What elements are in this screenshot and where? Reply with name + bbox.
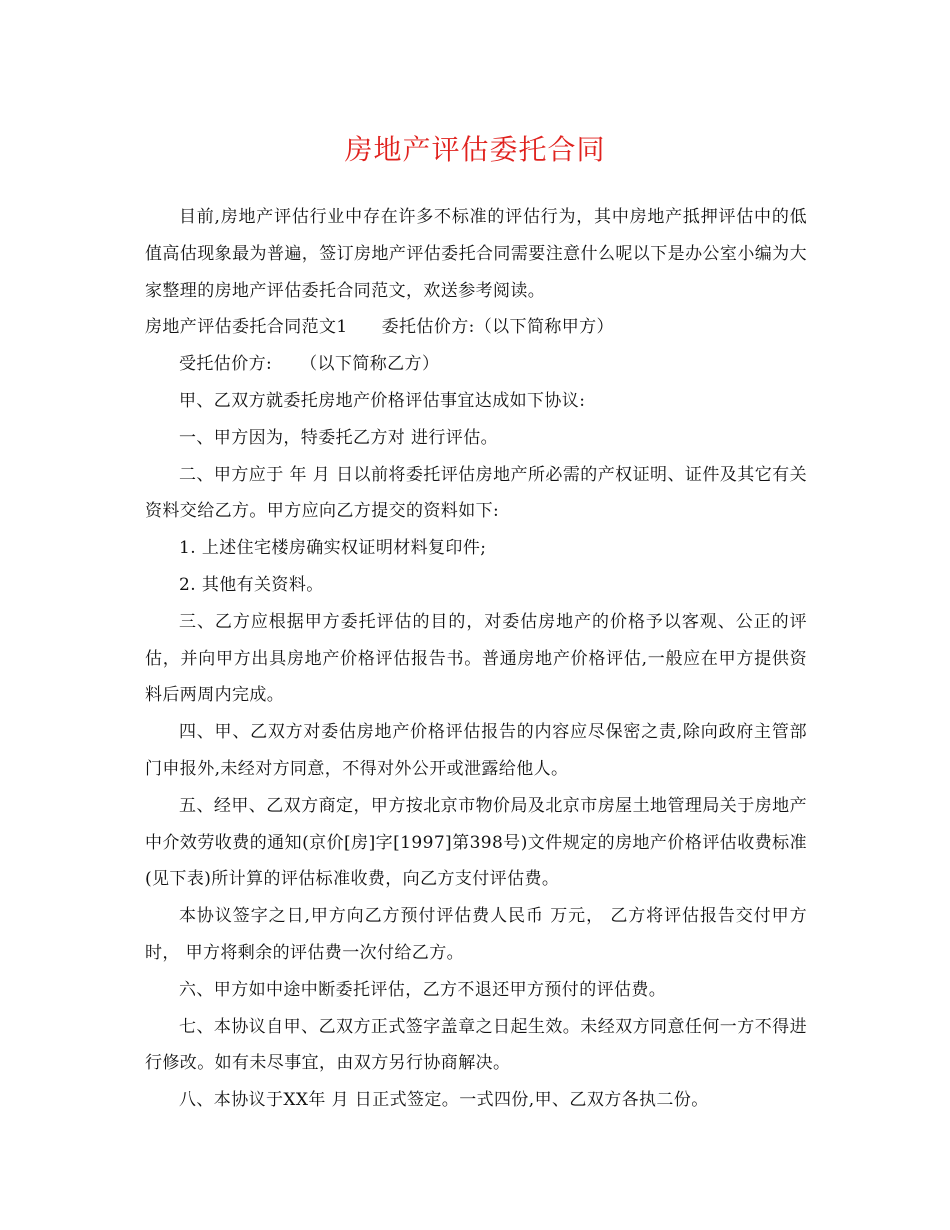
agreement-intro: 甲、乙双方就委托房地产价格评估事宜达成如下协议: [179,390,586,411]
clause-5: 五、经甲、乙双方商定，甲方按北京市物价局及北京市房屋土地管理局关于房地产中介效劳收费的通知(京价[房]字[1997]第398号)文件规定的房地产价格评估收费标准(见下表)所计算的评估标准收费，向乙方支付评估费。 [145,795,807,890]
party-b-note: （以下简称乙方） [300,354,440,375]
clause-2-item-1: 1. 上述住宅楼房确实权证明材料复印件; [179,538,487,559]
sample-heading-line [145,309,807,346]
clause-3: 三、乙方应根据甲方委托评估的目的，对委估房地产的价格予以客观、公正的评估，并向甲方出具房地产价格评估报告书。普通房地产价格评估,一般应在甲方提供资料后两周内完成。 [145,611,807,706]
clause-2-item-2: 2. 其他有关资料。 [179,574,324,595]
clause-4: 四、甲、乙双方对委估房地产价格评估报告的内容应尽保密之责,除向政府主管部门申报外,未经对方同意，不得对外公开或泄露给他人。 [145,722,807,779]
clause-1: 一、甲方因为，特委托乙方对 进行评估。 [179,427,499,448]
clause-2: 二、甲方应于 年 月 日以前将委托评估房地产所必需的产权证明、证件及其它有关资料交给乙方。甲方应向乙方提交的资料如下: [145,464,807,522]
clause-5-payment: 本协议签字之日,甲方向乙方预付评估费人民币 万元， 乙方将评估报告交付甲方时， 甲方将剩余的评估费一次付给乙方。 [145,906,807,963]
party-b-line [145,346,807,383]
clause-6: 六、甲方如中途中断委托评估，乙方不退还甲方预付的评估费。 [179,979,667,1000]
clause-7: 七、本协议自甲、乙双方正式签字盖章之日起生效。未经双方同意任何一方不得进行修改。如有未尽事宜，由双方另行协商解决。 [145,1016,807,1074]
clause-8: 八、本协议于XX年 月 日正式签定。一式四份,甲、乙双方各执二份。 [179,1090,709,1111]
party-b-label: 受托估价方: [179,354,273,375]
party-a-line: 委托估价方:（以下简称甲方） [381,317,614,338]
intro-paragraph: 目前,房地产评估行业中存在许多不标准的评估行为，其中房地产抵押评估中的低值高估现象最为普遍，签订房地产评估委托合同需要注意什么呢以下是办公室小编为大家整理的房地产评估委托合同范文，欢送参考阅读。 [145,207,807,301]
document-title: 房地产评估委托合同 [344,133,606,166]
sample-heading: 房地产评估委托合同范文1 [145,317,348,338]
document-body [145,199,807,1119]
